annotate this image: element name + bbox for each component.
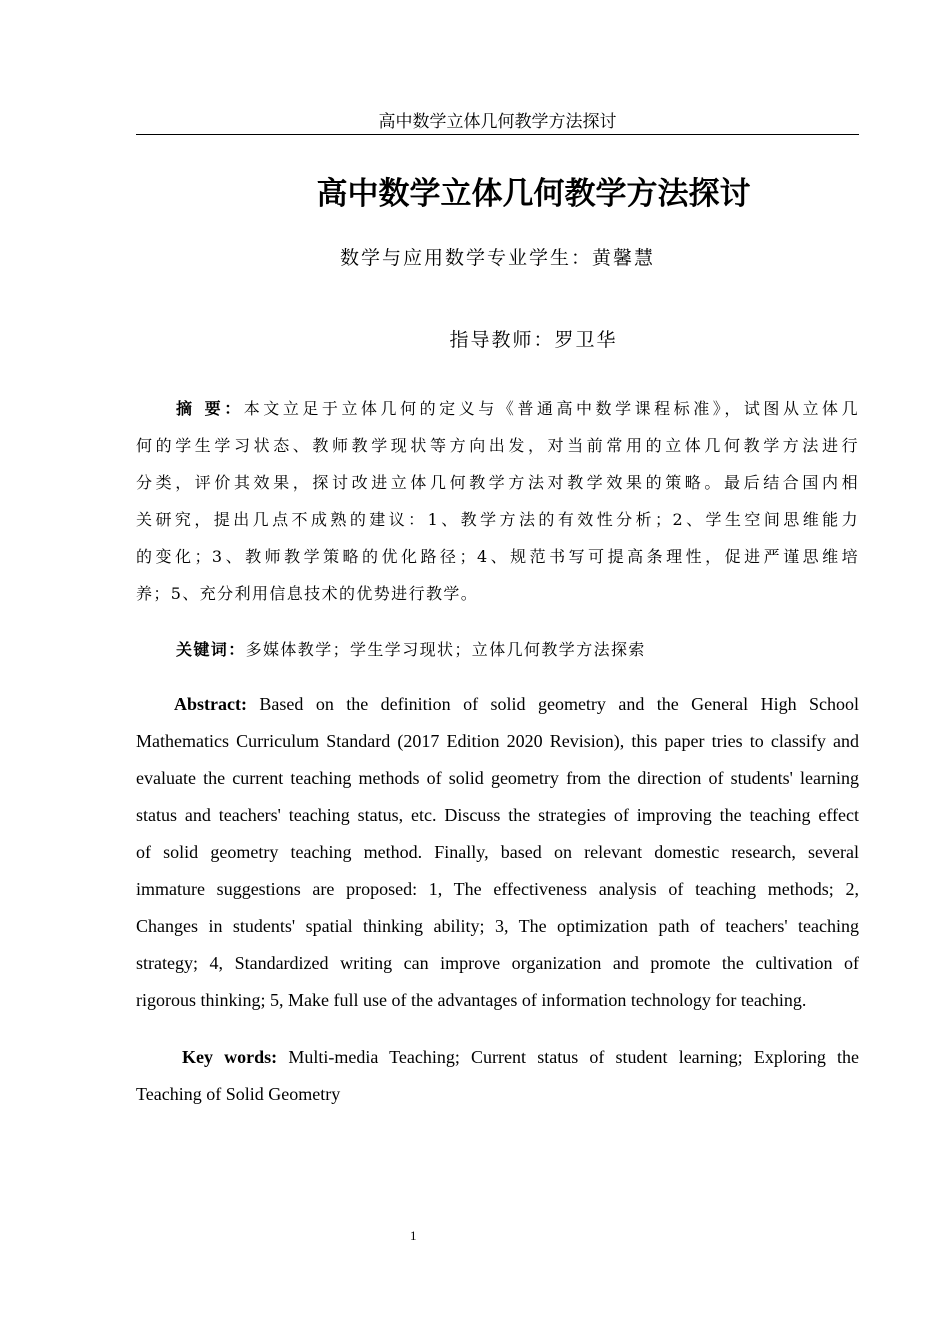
chinese-abstract	[136, 390, 859, 612]
abstract-line: 关研究，提出几点不成熟的建议：1、教学方法的有效性分析；2、学生空间思维能力	[136, 510, 859, 529]
abstract-line: strategy; 4, Standardized writing can improve organization and promote the cultivation of	[136, 953, 859, 973]
keywords-line: Teaching of Solid Geometry	[136, 1084, 341, 1104]
author-line: 数学与应用数学专业学生：黄馨慧	[339, 247, 655, 269]
abstract-line: 的变化；3、教师教学策略的优化路径；4、规范书写可提高条理性，促进严谨思维培	[136, 547, 859, 566]
abstract-label: Abstract:	[174, 694, 247, 714]
abstract-label: 摘 要：	[176, 399, 244, 418]
page-title: 高中数学立体几何教学方法探讨	[316, 176, 751, 212]
chinese-keywords	[136, 631, 859, 668]
abstract-line: immature suggestions are proposed: 1, The effectiveness analysis of teaching methods; 2,	[136, 879, 859, 899]
abstract-line: 分类，评价其效果，探讨改进立体几何教学方法对教学效果的策略。最后结合国内相	[136, 473, 859, 492]
page-number: 1	[410, 1228, 417, 1243]
abstract-line: 养；5、充分利用信息技术的优势进行教学。	[136, 584, 479, 603]
abstract-line: 何的学生学习状态、教师教学现状等方向出发，对当前常用的立体几何教学方法进行	[136, 436, 859, 455]
keywords-line: Multi-media Teaching; Current status of student learning; Exploring the	[288, 1047, 859, 1067]
abstract-line: rigorous thinking; 5, Make full use of the advantages of information technology for teaching.	[136, 990, 807, 1010]
keywords-text: 多媒体教学；学生学习现状；立体几何教学方法探索	[245, 640, 646, 659]
english-keywords	[136, 1039, 859, 1113]
keywords-label: 关键词：	[176, 640, 246, 659]
running-header: 高中数学立体几何教学方法探讨	[136, 110, 859, 135]
abstract-line: 本文立足于立体几何的定义与《普通高中数学课程标准》，试图从立体几	[243, 399, 859, 418]
abstract-line: of solid geometry teaching method. Finally, based on relevant domestic research, several	[136, 842, 859, 862]
abstract-line: status and teachers' teaching status, etc. Discuss the strategies of improving the teaching effect	[136, 805, 859, 825]
keywords-label: Key words:	[182, 1047, 278, 1067]
abstract-line: Based on the definition of solid geometry and the General High School	[259, 694, 860, 714]
advisor-line: 指导教师：罗卫华	[449, 329, 618, 351]
abstract-line: Mathematics Curriculum Standard (2017 Edition 2020 Revision), this paper tries to classify and	[136, 731, 859, 751]
abstract-line: evaluate the current teaching methods of solid geometry from the direction of students' learning	[136, 768, 859, 788]
abstract-line: Changes in students' spatial thinking ability; 3, The optimization path of teachers' teaching	[136, 916, 859, 936]
english-abstract	[136, 686, 859, 1019]
